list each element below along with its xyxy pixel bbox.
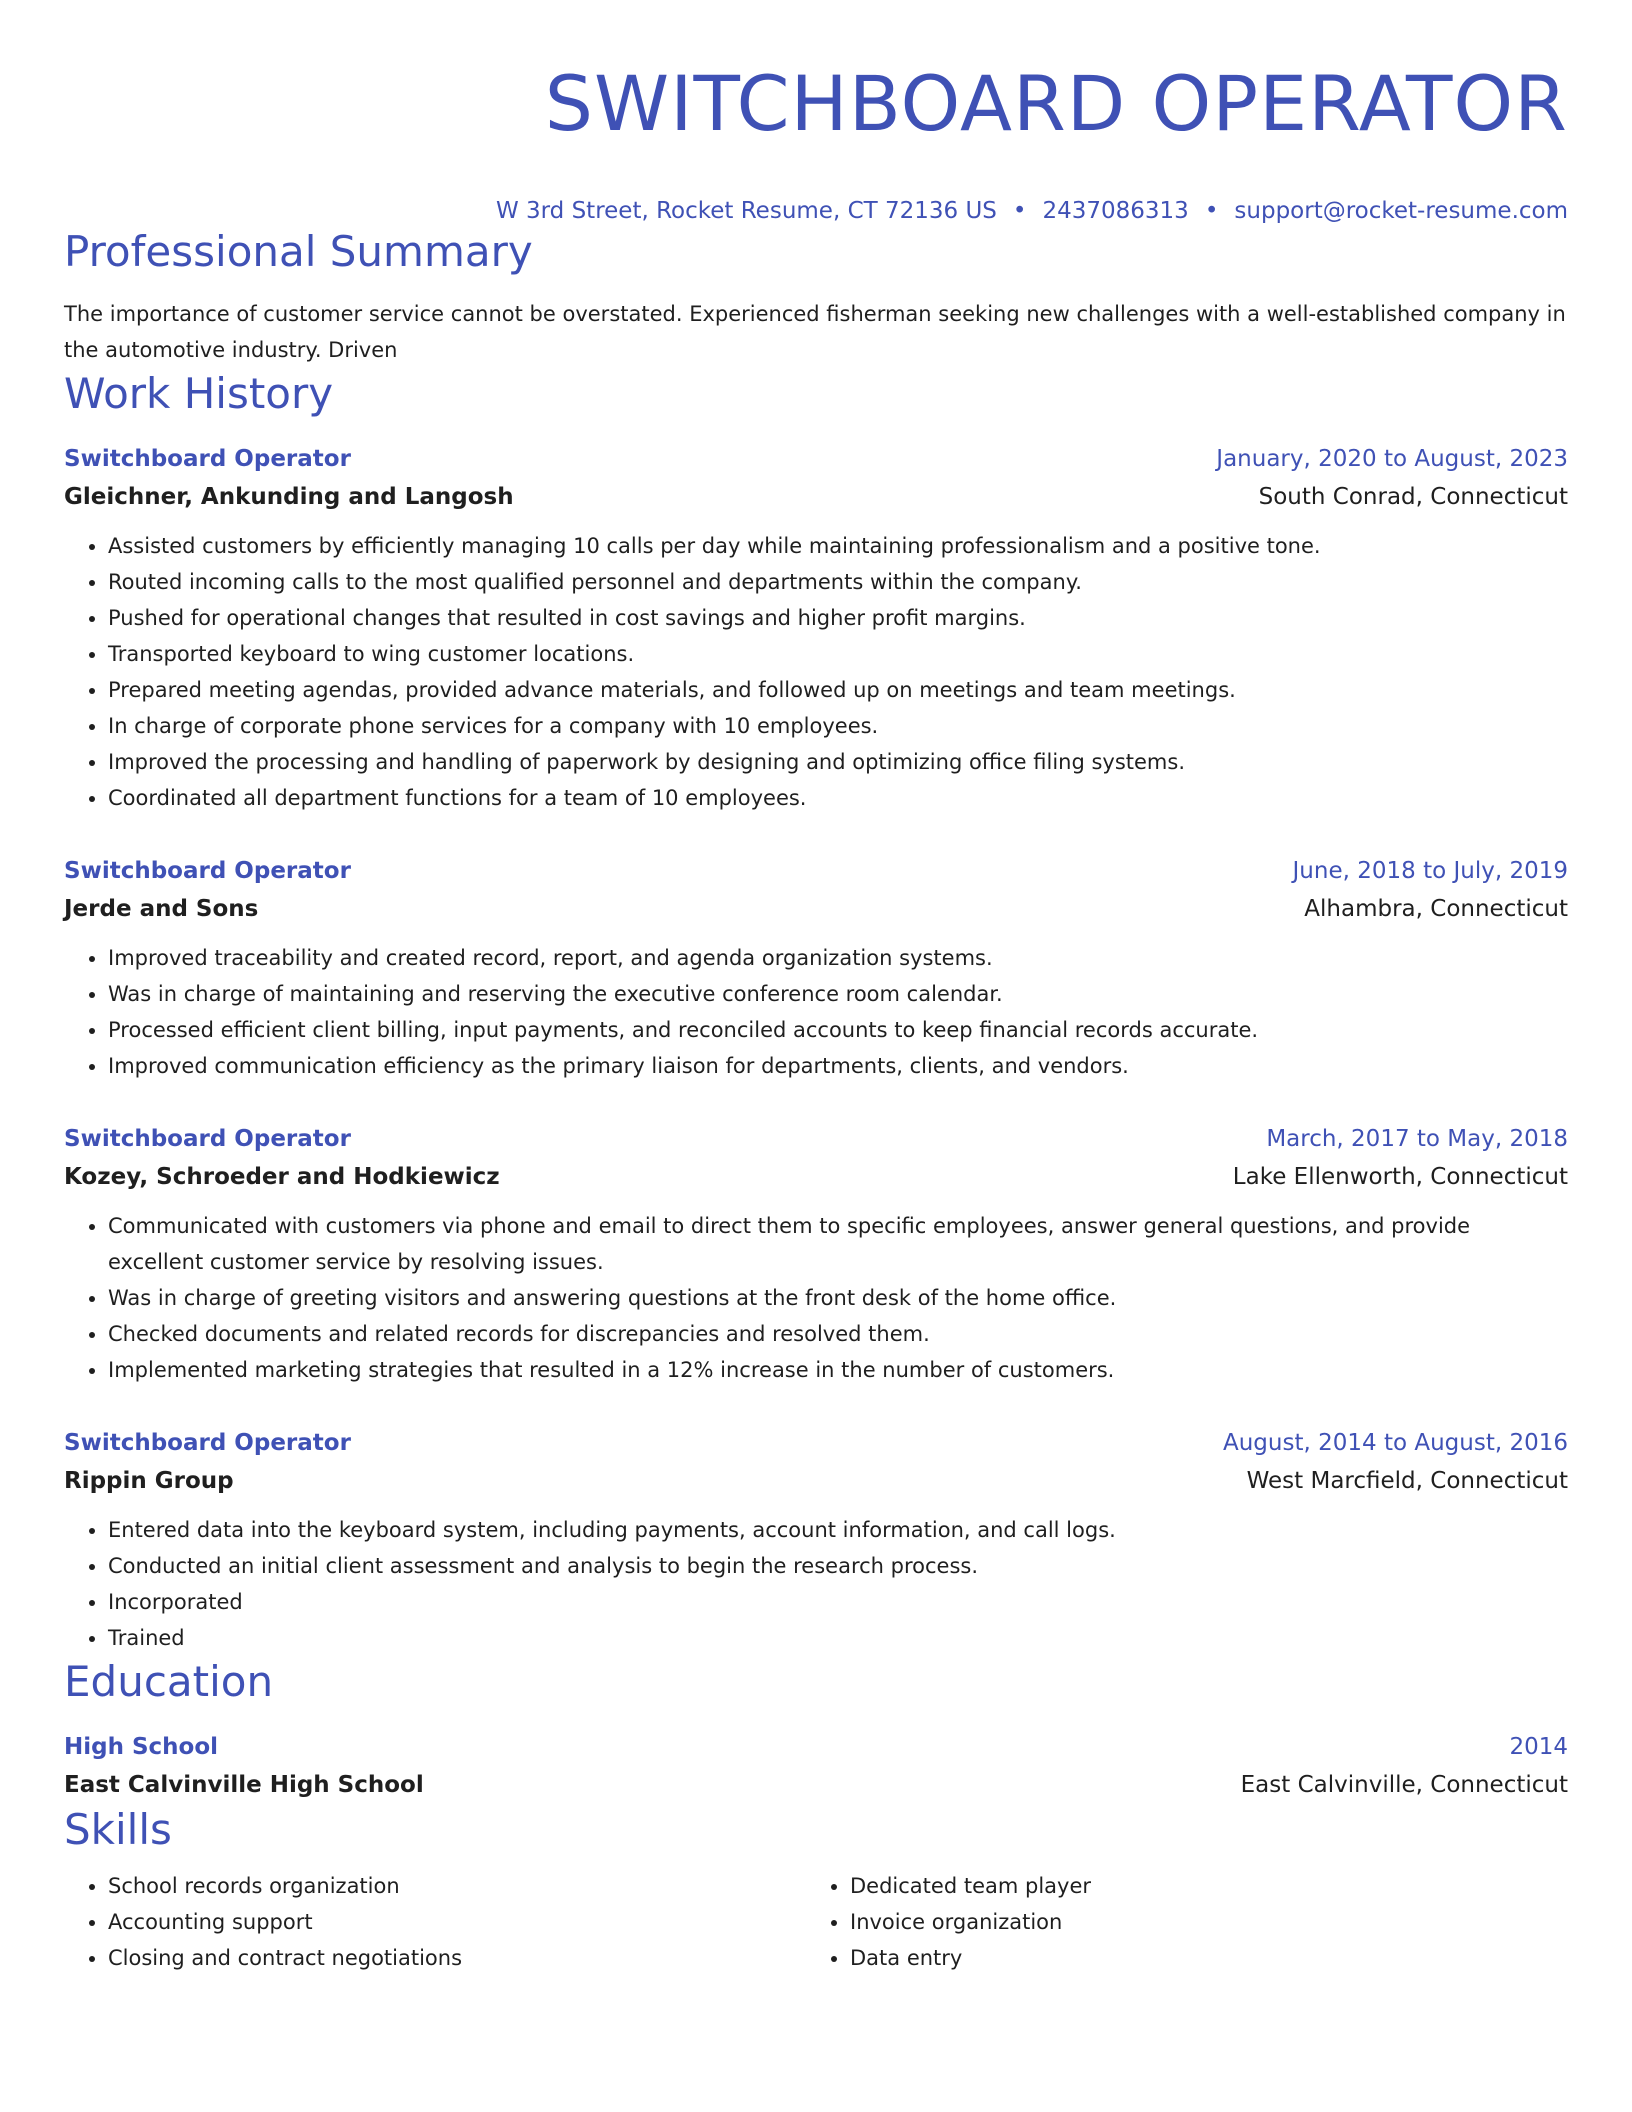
job-bullet: • Conducted an initial client assessment and analysis to begin the research process. [108, 1548, 1568, 1584]
job-dates: June, 2018 to July, 2019 [1292, 858, 1568, 884]
job-company-row [64, 1462, 1568, 1500]
resume-header [64, 0, 1568, 226]
job-bullet: • Assisted customers by efficiently managing 10 calls per day while maintaining professionalism and a positive tone. [108, 528, 1568, 564]
job-location: South Conrad, Connecticut [1258, 484, 1568, 510]
job-bullet: • Was in charge of greeting visitors and answering questions at the front desk of the home office. [108, 1280, 1568, 1316]
education-school-row [64, 1766, 1568, 1804]
skills-heading: Skills [64, 1805, 172, 1854]
skills-column-right [806, 1868, 1548, 1976]
job-bullet: • Pushed for operational changes that resulted in cost savings and higher profit margins. [108, 600, 1568, 636]
job-role-row [64, 440, 1568, 478]
job-bullet: • Improved the processing and handling of paperwork by designing and optimizing office filing systems. [108, 744, 1568, 780]
job-bullets [64, 1512, 1568, 1656]
job-bullet: • Communicated with customers via phone and email to direct them to specific employees, answer general questions, and provide excellent customer service by resolving issues. [108, 1208, 1568, 1280]
job-dates: August, 2014 to August, 2016 [1223, 1430, 1568, 1456]
contact-phone: 2437086313 [1042, 198, 1189, 224]
education-location: East Calvinville, Connecticut [1240, 1772, 1568, 1798]
job-bullets [64, 940, 1568, 1084]
job-bullet: • Prepared meeting agendas, provided advance materials, and followed up on meetings and team meetings. [108, 672, 1568, 708]
job-location: West Marcfield, Connecticut [1246, 1468, 1568, 1494]
job-company: Jerde and Sons [64, 896, 259, 922]
job-role-row [64, 1120, 1568, 1158]
job-bullet: • Transported keyboard to wing customer locations. [108, 636, 1568, 672]
education-year: 2014 [1509, 1734, 1568, 1760]
skills-list [64, 1868, 1568, 1976]
job-dates: January, 2020 to August, 2023 [1216, 446, 1568, 472]
contact-separator: • [1204, 198, 1219, 224]
skill-item: • Invoice organization [850, 1904, 1548, 1940]
job-bullet: • In charge of corporate phone services for a company with 10 employees. [108, 708, 1568, 744]
education-heading: Education [64, 1657, 274, 1706]
job-bullet: • Entered data into the keyboard system, including payments, account information, and call logs. [108, 1512, 1568, 1548]
job-entry [64, 1424, 1568, 1656]
job-company: Rippin Group [64, 1468, 234, 1494]
job-title: Switchboard Operator [64, 1430, 351, 1456]
contact-address: W 3rd Street, Rocket Resume, CT 72136 US [495, 198, 997, 224]
job-bullet: • Routed incoming calls to the most qualified personnel and departments within the company. [108, 564, 1568, 600]
skill-item: • Data entry [850, 1940, 1548, 1976]
job-company-row [64, 1158, 1568, 1196]
skill-item: • Accounting support [108, 1904, 806, 1940]
job-company: Gleichner, Ankunding and Langosh [64, 484, 514, 510]
job-role-row [64, 852, 1568, 890]
contact-line [64, 196, 1568, 226]
job-bullets [64, 1208, 1568, 1388]
job-location: Lake Ellenworth, Connecticut [1232, 1164, 1568, 1190]
job-bullet: • Was in charge of maintaining and reserving the executive conference room calendar. [108, 976, 1568, 1012]
job-title: Switchboard Operator [64, 446, 351, 472]
job-title: Switchboard Operator [64, 1126, 351, 1152]
summary-text: The importance of customer service cannot be overstated. Experienced fisherman seeking new challenges with a well-established company in the automotive industry. Driven [64, 302, 1566, 362]
job-title: Switchboard Operator [64, 858, 351, 884]
job-bullet: • Incorporated [108, 1584, 1568, 1620]
education-entry [64, 1728, 1568, 1804]
job-company: Kozey, Schroeder and Hodkiewicz [64, 1164, 500, 1190]
skill-item: • Dedicated team player [850, 1868, 1548, 1904]
job-bullet: • Trained [108, 1620, 1568, 1656]
candidate-name: SWITCHBOARD OPERATOR [544, 59, 1568, 148]
education-degree-row [64, 1728, 1568, 1766]
work-history-heading: Work History [64, 369, 334, 418]
skills-column-left [64, 1868, 806, 1976]
job-role-row [64, 1424, 1568, 1462]
job-bullet: • Implemented marketing strategies that resulted in a 12% increase in the number of customers. [108, 1352, 1568, 1388]
job-entry [64, 440, 1568, 816]
skill-item: • School records organization [108, 1868, 806, 1904]
job-dates: March, 2017 to May, 2018 [1266, 1126, 1568, 1152]
summary-heading: Professional Summary [64, 227, 533, 276]
job-company-row [64, 478, 1568, 516]
job-entry [64, 1120, 1568, 1388]
job-entry [64, 852, 1568, 1084]
job-location: Alhambra, Connecticut [1304, 896, 1568, 922]
job-company-row [64, 890, 1568, 928]
job-bullet: • Improved communication efficiency as the primary liaison for departments, clients, and vendors. [108, 1048, 1568, 1084]
job-bullet: • Coordinated all department functions for a team of 10 employees. [108, 780, 1568, 816]
work-history-list [64, 440, 1568, 1656]
job-bullet: • Checked documents and related records for discrepancies and resolved them. [108, 1316, 1568, 1352]
education-school: East Calvinville High School [64, 1772, 424, 1798]
job-bullets [64, 528, 1568, 816]
education-degree: High School [64, 1734, 219, 1760]
job-bullet: • Improved traceability and created record, report, and agenda organization systems. [108, 940, 1568, 976]
skill-item: • Closing and contract negotiations [108, 1940, 806, 1976]
job-bullet: • Processed efficient client billing, input payments, and reconciled accounts to keep financial records accurate. [108, 1012, 1568, 1048]
contact-separator: • [1012, 198, 1027, 224]
contact-email[interactable]: support@rocket-resume.com [1234, 198, 1568, 224]
